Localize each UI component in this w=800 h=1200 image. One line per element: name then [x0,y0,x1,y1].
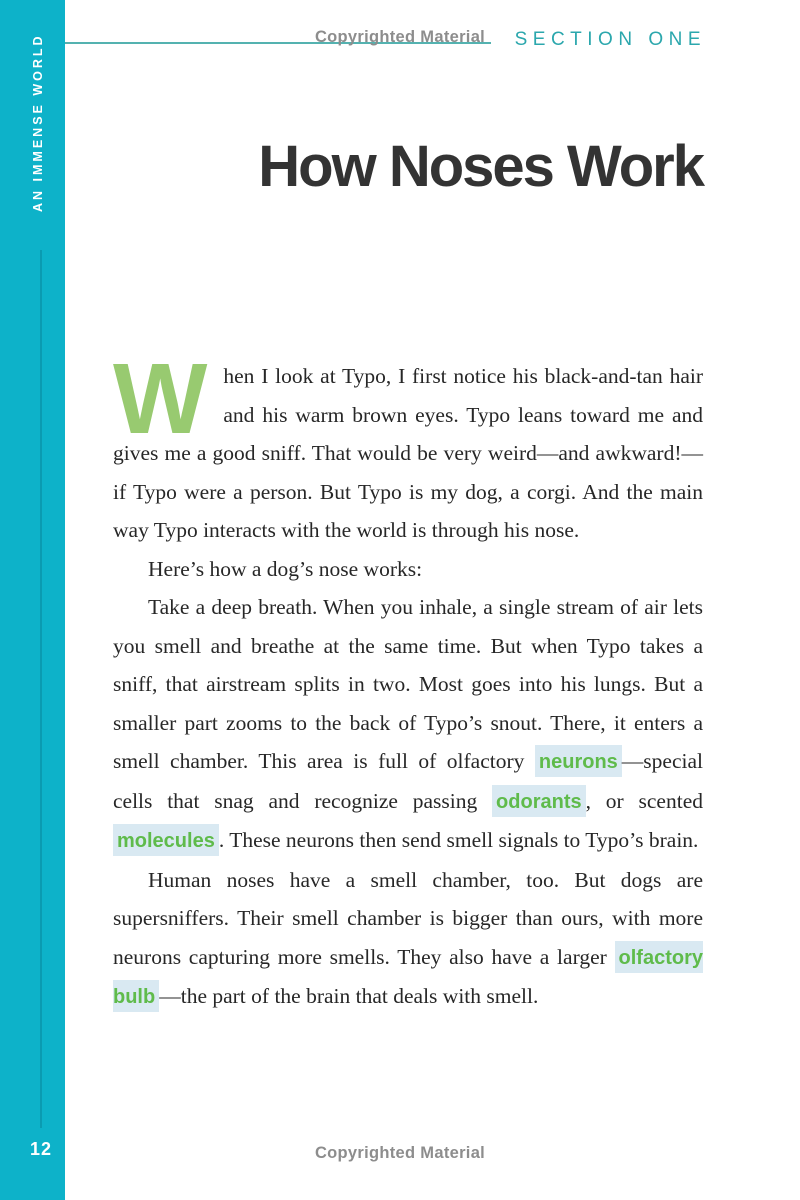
body-text-run: . These neurons then send smell signals to Typo’s brain. [218,828,699,852]
vocab-highlight: neurons [535,745,622,777]
body-paragraph [113,861,703,1017]
body-paragraph [113,343,703,550]
copyright-notice-top: Copyrighted Material [314,28,486,46]
book-title-vertical-label: AN IMMENSE WORLD [31,33,45,212]
body-paragraph [113,588,703,861]
body-text-run: —the part of the brain that deals with smell. [159,984,539,1008]
chapter-title: How Noses Work [258,133,703,199]
body-text-run: —special cells that snag and recognize passing [113,749,703,813]
body-paragraph [113,550,703,589]
section-label: SECTION ONE [514,29,706,50]
body-text-run: hen I look at Typo, I first notice his black-and-tan hair and his warm brown eyes. Typo leans toward me and gives me a good sniff. That would be very weird—and awkward!—if Typo were a person. But Typo is my dog, a corgi. And the main way Typo interacts with the world is through his nose. [113,364,703,542]
vocab-highlight: molecules [113,824,219,856]
copyright-notice-bottom: Copyrighted Material [314,1144,486,1162]
body-text-run: , or scented [585,788,703,813]
vocab-highlight: olfactory bulb [113,941,703,1013]
body-text-run: Take a deep breath. When you inhale, a single stream of air lets you smell and breathe at the same time. But when Typo takes a sniff, that airstream splits in two. Most goes into his lungs. But a smaller part zooms to the back of Typo’s snout. There, it enters a smell chamber. This area is full of olfactory [113,595,703,773]
body-text-run: Here’s how a dog’s nose works: [148,556,423,581]
page-number: 12 [30,1139,53,1159]
body-text [113,343,703,1017]
vocab-highlight: odorants [492,785,586,817]
spine-rule [40,250,42,1128]
body-text-run: Human noses have a smell chamber, too. But dogs are supersniffers. Their smell chamber is bigger than ours, with more neurons capturing more smells. They also have a larger [113,867,703,969]
dropcap-letter: W [113,343,208,455]
